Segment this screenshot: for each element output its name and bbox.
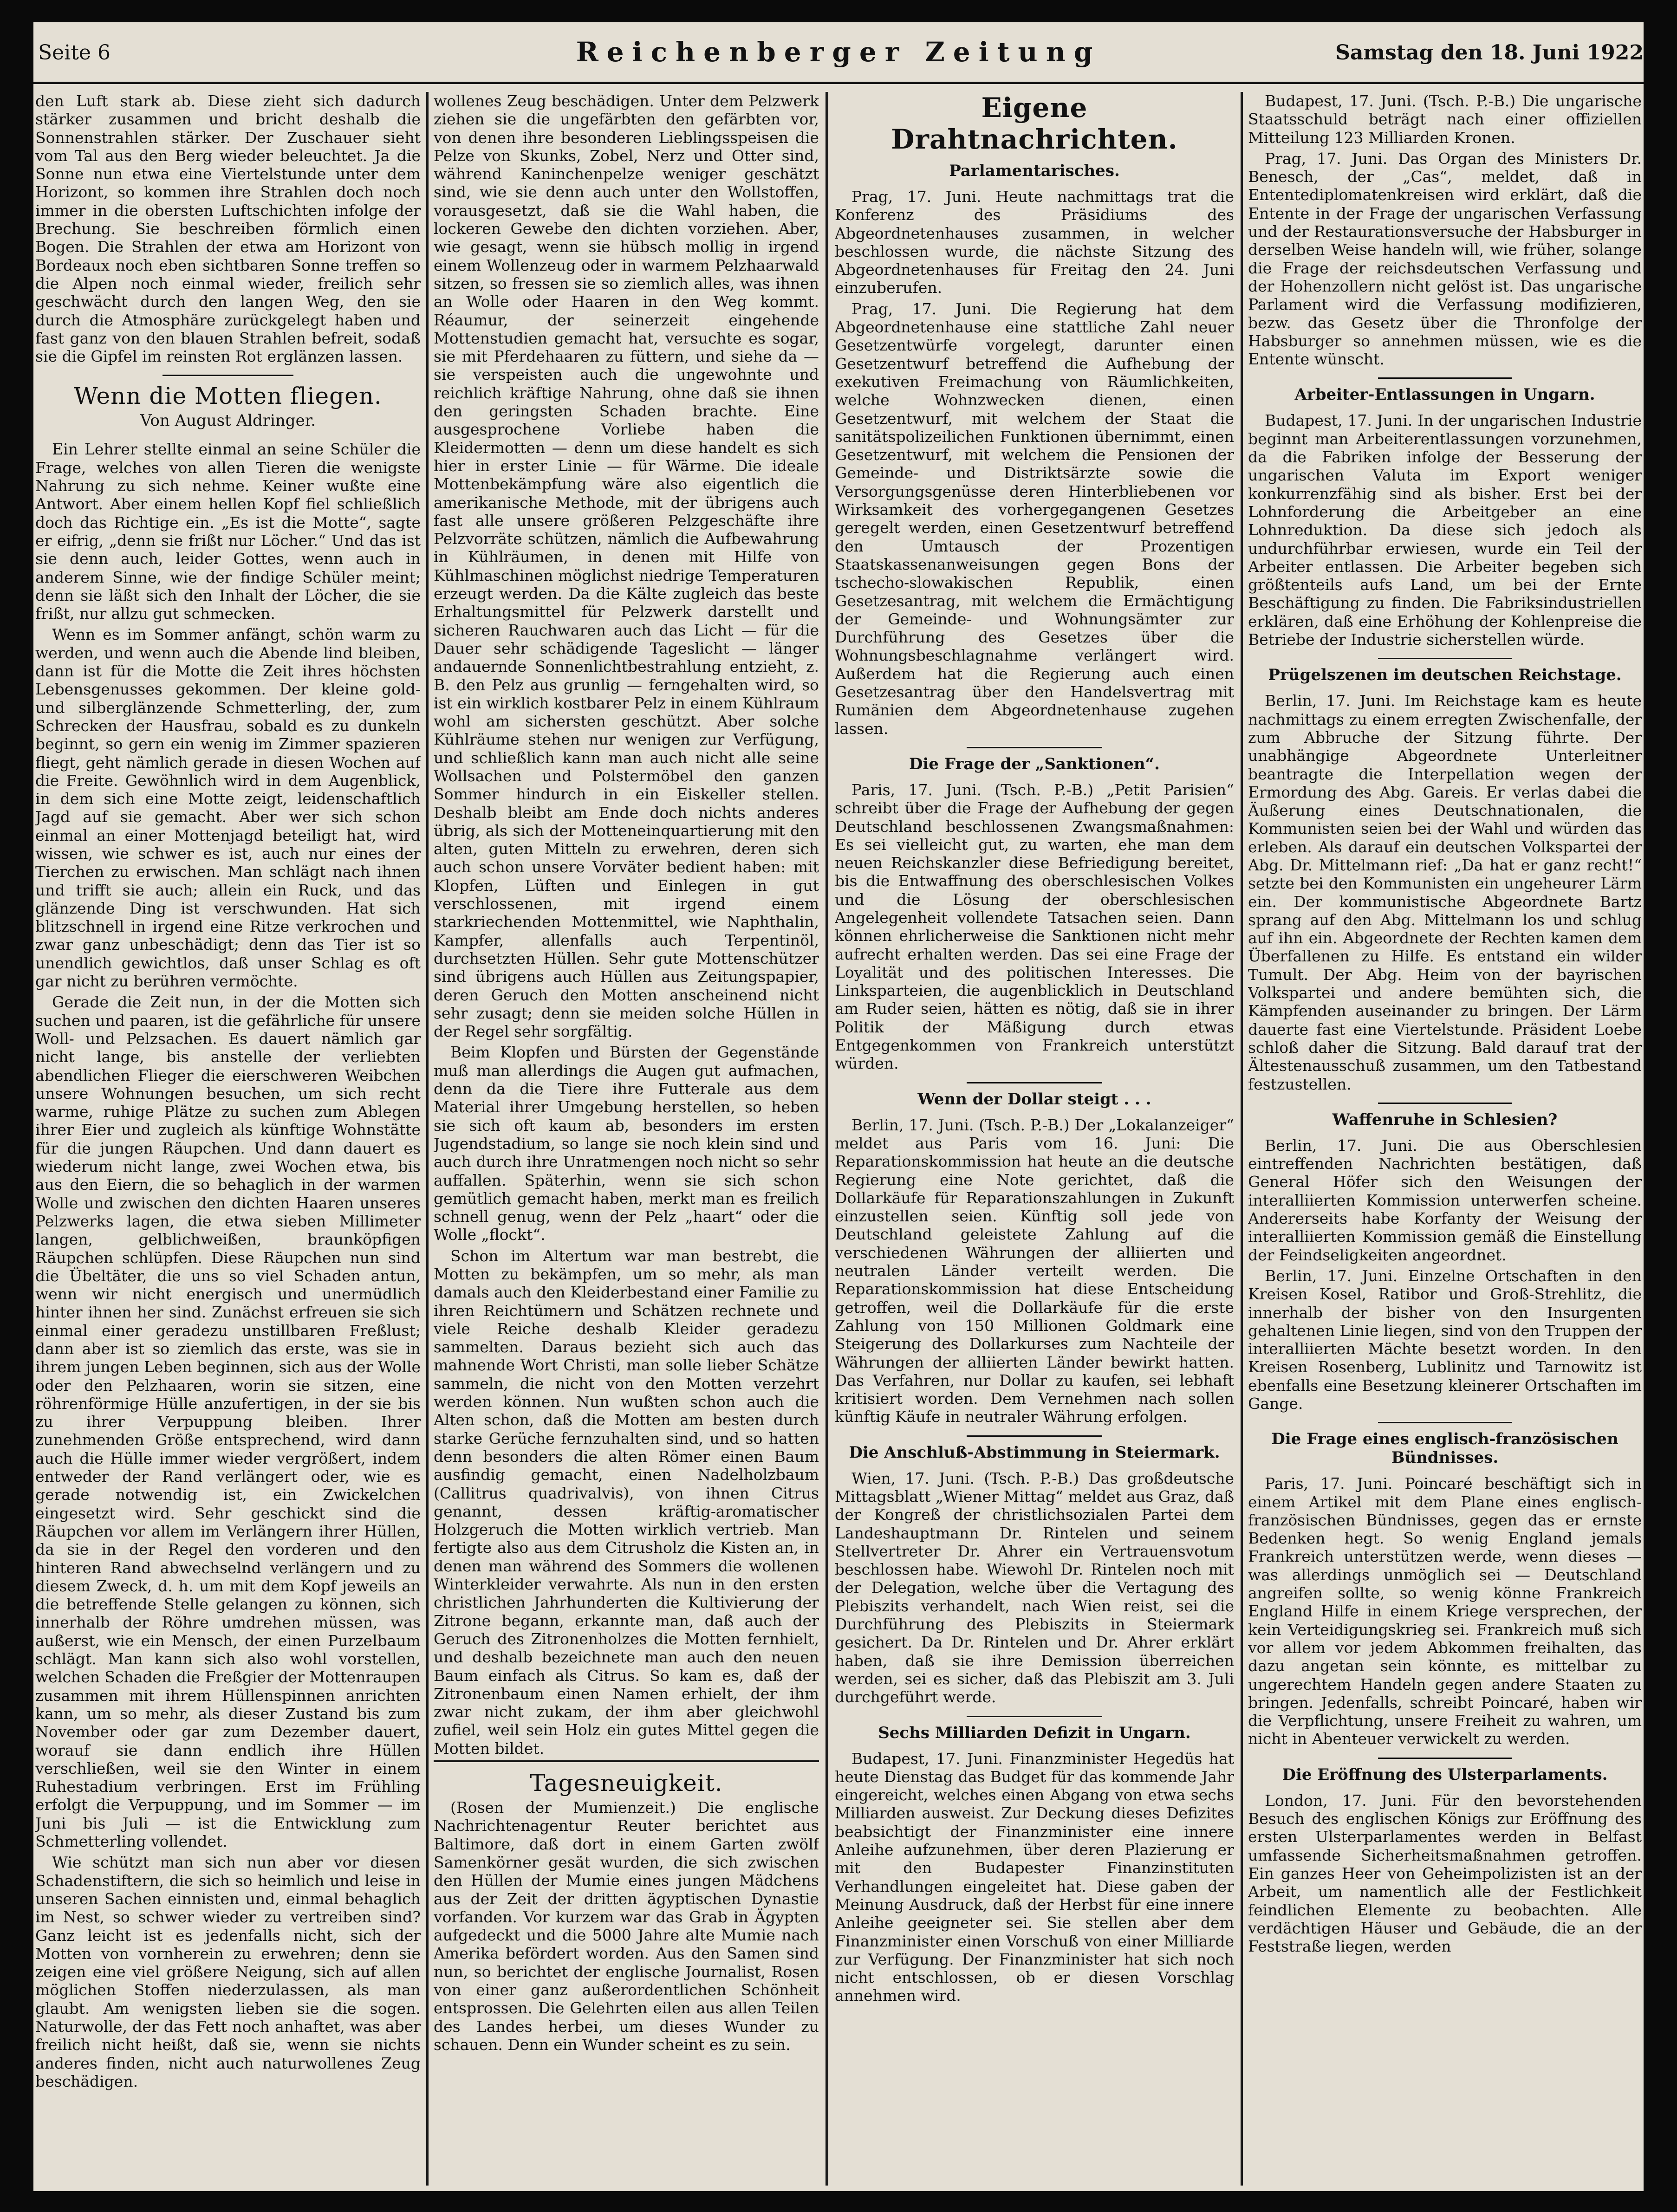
article-separator bbox=[1378, 1422, 1512, 1423]
paragraph: Berlin, 17. Juni. Im Reichstage kam es heute nachmittags zu einem erregten Zwischenfalle, der zum Abbruche der Sitzung führte. Der unabhängige Abgeordnete Unterleitner beantragte die Interpellation wegen der Ermordung des Abg. Gareis. Er verlas dabei die Äußerung eines Deutschnationalen, die Kommunisten seien bei der Wahl und würden das erleben. Als darauf ein deutschen Volkspartei der Abg. Dr. Mittelmann rief: „Da hat er ganz recht!“ setzte bei den Kommunisten ein ungeheurer Lärm ein. Der kommunistische Abgeordnete Bartz sprang auf den Abg. Mittelmann los und schlug auf ihn ein. Abgeordnete der Rechten kamen dem Überfallenen zu Hilfe. Es entstand ein wilder Tumult. Der Abg. Heim von der bayrischen Volkspartei und andere bemühten sich, die Kämpfenden auseinander zu bringen. Der Lärm dauerte fast eine Viertelstunde. Präsident Loebe schloß daher die Sitzung. Bald darauf trat der Ältestenausschuß zusammen, um den Tatbestand festzustellen. bbox=[1248, 692, 1642, 1093]
news-heading: Tagesneuigkeit. bbox=[530, 1770, 723, 1797]
article-continuation: den Luft stark ab. Diese zieht sich dadurch stärker zusammen und bricht deshalb die Sonnenstrahlen stärker. Der Zuschauer sieht vom Tal aus den Berg wieder beleuchtet. Ja die Sonne nun etwa eine Viertelstunde unter dem Horizont, so kommen ihre Strahlen doch noch immer in die obersten Luftschichten infolge der Brechung. Sie beschreiben förmlich einen Bogen. Die Strahlen der etwa am Horizont von Bordeaux noch eben sichtbaren Sonne treffen so die Alpen noch einmal wieder, freilich sehr geschwächt durch den langen Weg, den sie durch die Atmosphäre zurückgelegt haben und fast ganz von den blauen Strahlen befreit, sodaß sie die Gipfel im reinsten Rot erglänzen lassen. bbox=[35, 92, 421, 366]
paragraph: Budapest, 17. Juni. In der ungarischen Industrie beginnt man Arbeiterentlassungen vorzunehmen, da die Fabriken infolge der Besserung der ungarischen Valuta im Export weniger konkurrenzfähig sind als bisher. Erst bei der Lohnforderung die Arbeitgeber an eine Lohnreduktion. Da diese sich jedoch als undurchführbar erwiesen, wurde ein Teil der Arbeiter entlassen. Die Arbeiter begeben sich größtenteils aufs Land, um bei der Ernte Beschäftigung zu finden. Die Fabriksindustriellen erklären, daß eine Erhöhung der Kohlenpreise die Betriebe der Industrie sicherstellen würde. bbox=[1248, 411, 1642, 649]
subheading: Die Anschluß-Abstimmung in Steiermark. bbox=[849, 1443, 1220, 1462]
section-heading: Eigene Drahtnachrichten. bbox=[891, 92, 1178, 155]
page-number: Seite 6 bbox=[38, 41, 110, 65]
article-separator bbox=[1378, 1103, 1512, 1104]
section-rule bbox=[434, 1760, 819, 1762]
article-separator bbox=[1378, 1758, 1512, 1759]
column-4 bbox=[1248, 92, 1642, 2186]
paragraph: Wenn es im Sommer anfängt, schön warm zu werden, und wenn auch die Abende lind bleiben, dann ist für die Motte die Zeit ihres höchsten Lebensgenusses gekommen. Der kleine gold- und silberglänzende Schmetterling, der, zum Schrecken der Hausfrau, sobald es zu dunkeln beginnt, so gern ein wenig im Zimmer spazieren fliegt, geht nämlich gerade in diesen Wochen auf die Freite. Gewöhnlich wird in dem Augenblick, in dem sich eine Motte zeigt, leidenschaftlich Jagd auf sie gemacht. Aber wer sich schon einmal an einer Mottenjagd beteiligt hat, wird wissen, wie schwer es ist, auch nur eines der Tierchen zu erwischen. Man schlägt nach ihnen und trifft sie auch; allein ein Ruck, und das glänzende Ding ist verschwunden. Hat sich blitzschnell in irgend eine Ritze verkrochen und zwar ganz unbeschädigt; denn das Tier ist so unendlich gewichtlos, daß unser Schlag es oft gar nicht zu berühren vermöchte. bbox=[35, 625, 421, 991]
feuilleton-heading: Wenn die Motten fliegen. bbox=[74, 383, 382, 410]
paragraph: Wie schützt man sich nun aber vor diesen Schadenstiftern, die sich so heimlich und leise in unseren Sachen einnisten und, einmal behaglich im Nest, so schwer wieder zu vertreiben sind? Ganz leicht ist es jedenfalls nicht, sich der Motten von vornherein zu erwehren; denn sie zeigen eine viel größere Neigung, sich auf allen möglichen Stoffen niederzulassen, als man glaubt. Am wenigsten lieben sie die sogen. Naturwolle, der das Fett noch anhaftet, was aber freilich nicht heißt, daß sie, wenn sie nichts anderes finden, nicht auch naturwollenes Zeug beschädigen. bbox=[35, 1853, 421, 2090]
paragraph: Ein Lehrer stellte einmal an seine Schüler die Frage, welches von allen Tieren die wenigste Nahrung zu sich nehme. Keiner wußte eine Antwort. Aber einem hellen Kopf fiel schließlich doch das Richtige ein. „Es ist die Motte“, sagte er eifrig, „denn sie frißt nur Löcher.“ Und das ist sie denn auch, leider Gottes, wenn auch in anderem Sinne, wie der findige Schüler meint; denn sie läßt sich den Inhalt der Löcher, die sie frißt, nur allzu gut schmecken. bbox=[35, 440, 421, 623]
article-separator bbox=[1378, 377, 1512, 379]
subheading: Waffenruhe in Schlesien? bbox=[1332, 1110, 1558, 1129]
article-separator bbox=[967, 1435, 1102, 1437]
paragraph: Paris, 17. Juni. Poincaré beschäftigt sich in einem Artikel mit dem Plane eines englisch-französischen Bündnisses, gegen das er ernste Bedenken hegt. So wenig England jemals Frankreich unterstützen werde, wenn dieses — was allerdings unmöglich sei — Deutschland angreifen sollte, so wenig könne Frankreich England Hilfe in einem Kriege versprechen, der kein Verteidigungskrieg sei. Frankreich muß sich vor allem vor jedem Abkommen freihalten, das dazu angetan sein könnte, es mittelbar zu ungerechtem Handeln gegen andere Staaten zu bringen. Jedenfalls, schreibt Poincaré, haben wir die Verpflichtung, unsere Freiheit zu wahren, um nicht in Abenteuer verwickelt zu werden. bbox=[1248, 1474, 1642, 1748]
subheading: Arbeiter-Entlassungen in Ungarn. bbox=[1294, 385, 1595, 404]
paragraph: Budapest, 17. Juni. (Tsch. P.-B.) Die ungarische Staatsschuld beträgt nach einer offiziellen Mitteilung 123 Milliarden Kronen. bbox=[1248, 92, 1642, 147]
paragraph: Beim Klopfen und Bürsten der Gegenstände muß man allerdings die Augen gut aufmachen, denn da die Tiere ihre Futterale aus dem Material ihrer Umgebung herstellen, so heben sie sich oft kaum ab, besonders im ersten Jugendstadium, so lange sie noch klein sind und auch durch ihre Unratmengen noch nicht so sehr auffallen. Späterhin, wenn sie sich schon gemütlich gemacht haben, merkt man es freilich schnell genug, wenn der Pelz „haart“ oder die Wolle „flockt“. bbox=[434, 1043, 819, 1244]
column-rule bbox=[826, 92, 828, 2186]
paragraph: Berlin, 17. Juni. (Tsch. P.-B.) Der „Lokalanzeiger“ meldet aus Paris vom 16. Juni: Die Reparationskommission hat heute an die deutsche Regierung eine Note gerichtet, daß die Dollarkäufe für Reparationszahlungen in Zukunft einzustellen seien. Künftig soll jede von Deutschland geleistete Zahlung auf die verschiedenen Währungen der alliierten und neutralen Länder verteilt werden. Die Reparationskommission hat diese Entscheidung getroffen, weil die Dollarkäufe für die erste Zahlung von 150 Millionen Goldmark eine Steigerung des Dollarkurses zum Nachteile der Währungen der alliierten Länder bewirkt hatten. Das Verfahren, nur Dollar zu kaufen, sei lebhaft kritisiert worden. Dem Vernehmen nach sollen künftig Käufe in neutraler Währung erfolgen. bbox=[835, 1116, 1234, 1426]
subheading: Prügelszenen im deutschen Reichstage. bbox=[1268, 666, 1622, 685]
subheading: Die Frage eines englisch-französischen Bündnisses. bbox=[1271, 1430, 1618, 1467]
paragraph: Paris, 17. Juni. (Tsch. P.-B.) „Petit Parisien“ schreibt über die Frage der Aufhebung der gegen Deutschland beschlossenen Zwangsmaßnahmen: Es sei vielleicht gut, zu warten, ehe man dem neuen Reichskanzler diese Befriedigung bereitet, bis die Entwaffnung des oberschlesischen Volkes und die Lösung der oberschlesischen Angelegenheit vollendete Tatsachen seien. Dann können ehrlicherweise die Sanktionen nicht mehr aufrecht erhalten werden. Das sei eine Frage der Loyalität und des politischen Interesses. Die Linksparteien, die augenblicklich in Deutschland am Ruder seien, hätten es nötig, daß sie in ihrer Politik der Mäßigung durch etwas Entgegenkommen von Frankreich unterstützt würden. bbox=[835, 780, 1234, 1073]
paragraph: Budapest, 17. Juni. Finanzminister Hegedüs hat heute Dienstag das Budget für das kommende Jahr eingereicht, welches einen Abgang von etwa sechs Milliarden ausweist. Zur Deckung dieses Defizites beabsichtigt der Finanzminister eine innere Anleihe aufzunehmen, über deren Plazierung er mit den Budapester Finanzinstituten Verhandlungen eingeleitet hat. Diese gaben der Meinung Ausdruck, daß der Herbst für eine innere Anleihe geeigneter sei. Sie stellen aber dem Finanzminister einen Vorschuß von einer Milliarde zur Verfügung. Der Finanzminister hat sich noch nicht entschlossen, ob er diesen Vorschlag annehmen wird. bbox=[835, 1749, 1234, 2005]
subheading: Die Frage der „Sanktionen“. bbox=[909, 754, 1160, 773]
article-separator bbox=[967, 747, 1102, 748]
article-separator bbox=[162, 375, 293, 376]
article-separator bbox=[1378, 658, 1512, 659]
article-separator bbox=[967, 1082, 1102, 1083]
column-2 bbox=[434, 92, 819, 2186]
paragraph: wollenes Zeug beschädigen. Unter dem Pelzwerk ziehen sie die ungefärbten den gefärbten vor, von denen ihre besonderen Lieblingsspeisen die Pelze von Skunks, Zobel, Nerz und Otter sind, während Kaninchenpelze weniger geschätzt sind, wie sie denn auch unter den Wollstoffen, vorausgesetzt, daß sie die Wahl haben, die lockeren Gewebe den dichten vorziehen. Aber, wie gesagt, wenn sie hübsch mollig in irgend einem Wollenzeug oder in warmem Pelzhaarwald sitzen, so fressen sie so ziemlich alles, was ihnen an Wolle oder Haaren in den Weg kommt. Réaumur, der seinerzeit eingehende Mottenstudien gemacht hat, versuchte es sogar, sie mit Pferdehaaren zu füttern, und siehe da — sie verspeisten auch die ungewohnte und reichlich kräftige Nahrung, ohne daß sie ihnen den geringsten Schaden brachte. Eine ausgesprochene Vorliebe haben die Kleidermotten — denn um diese handelt es sich hier in erster Linie — für Wärme. Die ideale Mottenbekämpfung wäre also eigentlich die amerikanische Methode, mit der übrigens auch fast alle unsere größeren Pelzgeschäfte ihre Pelzvorräte schützen, nämlich die Aufbewahrung in Kühlräumen, in denen mit Hilfe von Kühlmaschinen möglichst niedrige Temperaturen erzeugt werden. Da die Kälte zugleich das beste Erhaltungsmittel für Pelzwerk darstellt und sicheren Rauchwaren auch das Licht — für die Dauer sehr schädigende Tageslicht — länger andauernde Sonnenlichtbestrahlung entzieht, z. B. den Pelz aus grunlig — ferngehalten wird, so ist ein wirklich kostbarer Pelz in einem Kühlraum wohl am sichersten geschützt. Aber solche Kühlräume stehen nur wenigen zur Verfügung, und schließlich kann man auch nicht alle seine Wollsachen und Polstermöbel den ganzen Sommer hindurch in ein Eiskeller stellen. Deshalb bleibt am Ende doch nichts anderes übrig, als sich der Motteneinquartierung mit den alten, guten Mitteln zu erwehren, deren sich auch schon unsere Vorväter bedient haben: mit Klopfen, Lüften und Einlegen in gut verschlossenen, mit irgend einem starkriechenden Mottenmittel, wie Naphthalin, Kampfer, allenfalls auch Terpentinöl, durchsetzten Hüllen. Sehr gute Mottenschützer sind übrigens auch Hüllen aus Zeitungspapier, deren Geruch den Motten anscheinend nicht sehr zusagt; denn sie meiden solche Hüllen in der Regel sehr sorgfältig. bbox=[434, 92, 819, 1041]
paragraph: Berlin, 17. Juni. Einzelne Ortschaften in den Kreisen Kosel, Ratibor und Groß-Strehlitz, die innerhalb der bisher von den Insurgenten gehaltenen Linie liegen, sind von den Truppen der interalliierten Mächte besetzt worden. In den Kreisen Rosenberg, Lublinitz und Tarnowitz ist ebenfalls eine Besetzung kleinerer Ortschaften im Gange. bbox=[1248, 1266, 1642, 1413]
subheading: Parlamentarisches. bbox=[949, 162, 1120, 180]
paragraph: Prag, 17. Juni. Das Organ des Ministers Dr. Benesch, der „Cas“, meldet, daß in Ententediplomatenkreisen wird erklärt, daß die Entente in der Frage der ungarischen Verfassung und der Restaurationsversuche der Habsburger in derselben Weise handeln will, wie früher, solange die Frage der reichsdeutschen Verfassung und der Hohenzollern nicht gelöst ist. Das ungarische Parlament wird die Verfassung modifizieren, bezw. das Gesetz über die Thronfolge der Habsburger so annehmen müssen, wie es die Entente wünscht. bbox=[1248, 149, 1642, 369]
feuilleton-byline: Von August Aldringer. bbox=[140, 411, 316, 430]
column-rule bbox=[426, 92, 429, 2186]
subheading: Sechs Milliarden Defizit in Ungarn. bbox=[878, 1723, 1191, 1742]
paragraph: Prag, 17. Juni. Die Regierung hat dem Abgeordnetenhause eine stattliche Zahl neuer Gesetzentwürfe vorgelegt, darunter einen Gesetzentwurf betreffend die Aufhebung der exekutiven Freimachung von Räumlichkeiten, welche Wohnzwecken dienen, einen Gesetzentwurf, mit welchem der Staat die sanitätspolizeilichen Funktionen übernimmt, einen Gesetzentwurf, mit welchem die Pensionen der Gemeinde- und Distriktsärzte sowie die Versorgungsgenüsse deren Hinterbliebenen vor Wirksamkeit des vorhergegangenen Gesetzes geregelt werden, einen Gesetzentwurf betreffend den Umtausch der Prozentigen Staatskassenanweisungen gegen Bons der tschecho-slowakischen Republik, einen Gesetzesantrag, mit welchem die Ermächtigung der Gemeinde- und Wohnungsämter zur Durchführung des Gesetzes über die Wohnungsbeschlagnahme verlängert wird. Außerdem hat die Regierung auch einen Gesetzesantrag über den Handelsvertrag mit Rumänien dem Abgeordnetenhause zugehen lassen. bbox=[835, 299, 1234, 738]
paragraph: Berlin, 17. Juni. Die aus Oberschlesien eintreffenden Nachrichten bestätigen, daß General Höfer sich den Weisungen der interalliierten Kommission unterwerfen scheine. Andererseits habe Korfanty der Weisung der interalliierten Kommission gemäß die Einstellung der Feindseligkeiten angeordnet. bbox=[1248, 1136, 1642, 1264]
column-rule bbox=[1241, 92, 1243, 2186]
column-3 bbox=[835, 92, 1234, 2186]
newspaper-title: Reichenberger Zeitung bbox=[576, 36, 1101, 68]
paragraph: (Rosen der Mumienzeit.) Die englische Nachrichtenagentur Reuter berichtet aus Baltimore, daß dort in einem Garten zwölf Samenkörner gesät wurden, die sich zwischen den Hüllen der Mumie eines jungen Mädchens aus der Zeit der dritten ägyptischen Dynastie vorfanden. Vor kurzem war das Grab in Ägypten aufgedeckt und die 5000 Jahre alte Mumie nach Amerika befördert worden. Aus den Samen sind nun, so berichtet der englische Journalist, Rosen von einer ganz außerordentlichen Schönheit entsprossen. Die Gelehrten eilen aus allen Teilen des Landes herbei, um dieses Wunder zu schauen. Denn ein Wunder scheint es zu sein. bbox=[434, 1798, 819, 2054]
column-1 bbox=[35, 92, 421, 2186]
article-separator bbox=[967, 1716, 1102, 1717]
paragraph: Schon im Altertum war man bestrebt, die Motten zu bekämpfen, um so mehr, als man damals auch den Kleiderbestand einer Familie zu ihren Reichtümern und Schätzen rechnete und viele Reiche deshalb Kleider geradezu sammelten. Daraus bezieht sich auch das mahnende Wort Christi, man solle lieber Schätze sammeln, die nicht von den Motten verzehrt werden können. Nun wußten schon auch die Alten schon, daß die Motten am besten durch starke Gerüche fernzuhalten sind, und so hatten denn besonders die alten Römer einen Baum ausfindig gemacht, einen Nadelholzbaum (Callitrus quadrivalvis), von ihnen Citrus genannt, dessen kräftig-aromatischer Holzgeruch die Motten wirklich vertrieb. Man fertigte also aus dem Citrusholz die Kisten an, in denen man während des Sommers die wollenen Winterkleider verwahrte. Als nun in den ersten christlichen Jahrhunderten die Kultivierung der Zitrone begann, erkannte man, daß auch der Geruch des Zitronenholzes die Motten fernhielt, und deshalb bezeichnete man auch den neuen Baum einfach als Citrus. So kam es, daß der Zitronenbaum einen Namen erhielt, der ihm zwar nicht zukam, der ihm aber gleichwohl zufiel, weil sein Holz ein gutes Mittel gegen die Motten bildet. bbox=[434, 1246, 819, 1758]
paragraph: London, 17. Juni. Für den bevorstehenden Besuch des englischen Königs zur Eröffnung des ersten Ulsterparlamentes werden in Belfast umfassende Sicherheitsmaßnahmen getroffen. Ein ganzes Heer von Geheimpolizisten ist an der Arbeit, um namentlich alle der Festlichkeit feindlichen Elemente zu beobachten. Alle verdächtigen Häuser und Gebäude, die an der Feststraße liegen, werden bbox=[1248, 1791, 1642, 1956]
issue-date: Samstag den 18. Juni 1922 bbox=[1335, 41, 1644, 65]
masthead bbox=[33, 22, 1644, 82]
newspaper-page bbox=[33, 22, 1644, 2191]
subheading: Die Eröffnung des Ulsterparlaments. bbox=[1282, 1765, 1608, 1784]
paragraph: Wien, 17. Juni. (Tsch. P.-B.) Das großdeutsche Mittagsblatt „Wiener Mittag“ meldet aus Graz, daß der Kongreß der christlichsozialen Partei dem Landeshauptmann Dr. Rintelen und seinem Stellvertreter Dr. Ahrer ein Vertrauensvotum beschlossen habe. Wiewohl Dr. Rintelen noch mit der Delegation, welche über die Vertagung des Plebiszits verhandelt, nach Wien reist, sei die Durchführung des Plebiszits in Steiermark gesichert. Da Dr. Rintelen und Dr. Ahrer erklärt haben, daß sie ihre Demission überreichen werden, sei es sicher, daß das Plebiszit am 3. Juli durchgeführt werde. bbox=[835, 1469, 1234, 1706]
paragraph: Gerade die Zeit nun, in der die Motten sich suchen und paaren, ist die gefährliche für unsere Woll- und Pelzsachen. Es dauert nämlich gar nicht lange, bis anstelle der verliebten abendlichen Flieger die eierschweren Weibchen unsere Wohnungen besuchen, um sich recht warme, ruhige Plätze zu suchen zum Ablegen ihrer Eier und zugleich als künftige Wohnstätte für die jungen Räupchen. Und dann dauert es wiederum nicht lange, zwei Wochen etwa, bis aus den Eiern, die so behaglich in der warmen Wolle und zwischen den dichten Haaren unseres Pelzwerks lagen, die etwa sieben Millimeter langen, gelblichweißen, braunköpfigen Räupchen schlüpfen. Diese Räupchen nun sind die Übeltäter, die uns so viel Schaden antun, wenn wir nicht energisch und unermüdlich hinter ihnen her sind. Zunächst erfreuen sie sich einmal einer geradezu unstillbaren Freßlust; dann aber ist so ziemlich das erste, was sie in ihrem jungen Leben beginnen, sich aus der Wolle oder den Pelzhaaren, worin sie sitzen, eine röhrenförmige Hülle anzufertigen, in der sie bis zu ihrer Verpuppung bleiben. Ihrer zunehmenden Größe entsprechend, wird dann auch die Hülle immer wieder vergrößert, indem entweder der Rand verlängert oder, wie es gerade notwendig ist, ein Zwickelchen eingesetzt wird. Sehr geschickt sind die Räupchen vor allem im Verlängern ihrer Hüllen, da sie in der Regel den vorderen und den hinteren Rand abwechselnd verlängern und zu diesem Zweck, d. h. um mit dem Kopf jeweils an die betreffende Stelle gelangen zu können, sich innerhalb der Röhre umdrehen müssen, was außerst, wie ein Mensch, der einen Purzelbaum schlägt. Man kann sich also wohl vorstellen, welchen Schaden die Freßgier der Mottenraupen zusammen mit ihrem Hüllenspinnen anrichten kann, um so mehr, als dieser Zustand bis zum November oder gar zum Dezember dauert, worauf sie dann endlich ihre Hüllen verschließen, weil sie den Winter in einem Ruhestadium verbringen. Erst im Frühling erfolgt die Verpuppung, und im Sommer — im Juni bis Juli — ist die Entwicklung zum Schmetterling vollendet. bbox=[35, 993, 421, 1851]
subheading: Wenn der Dollar steigt . . . bbox=[917, 1090, 1151, 1109]
masthead-rule bbox=[33, 82, 1644, 84]
paragraph: Prag, 17. Juni. Heute nachmittags trat die Konferenz des Präsidiums des Abgeordnetenhauses zusammen, in welcher beschlossen wurde, die nächste Sitzung des Abgeordnetenhauses für Freitag den 24. Juni einzuberufen. bbox=[835, 188, 1234, 297]
